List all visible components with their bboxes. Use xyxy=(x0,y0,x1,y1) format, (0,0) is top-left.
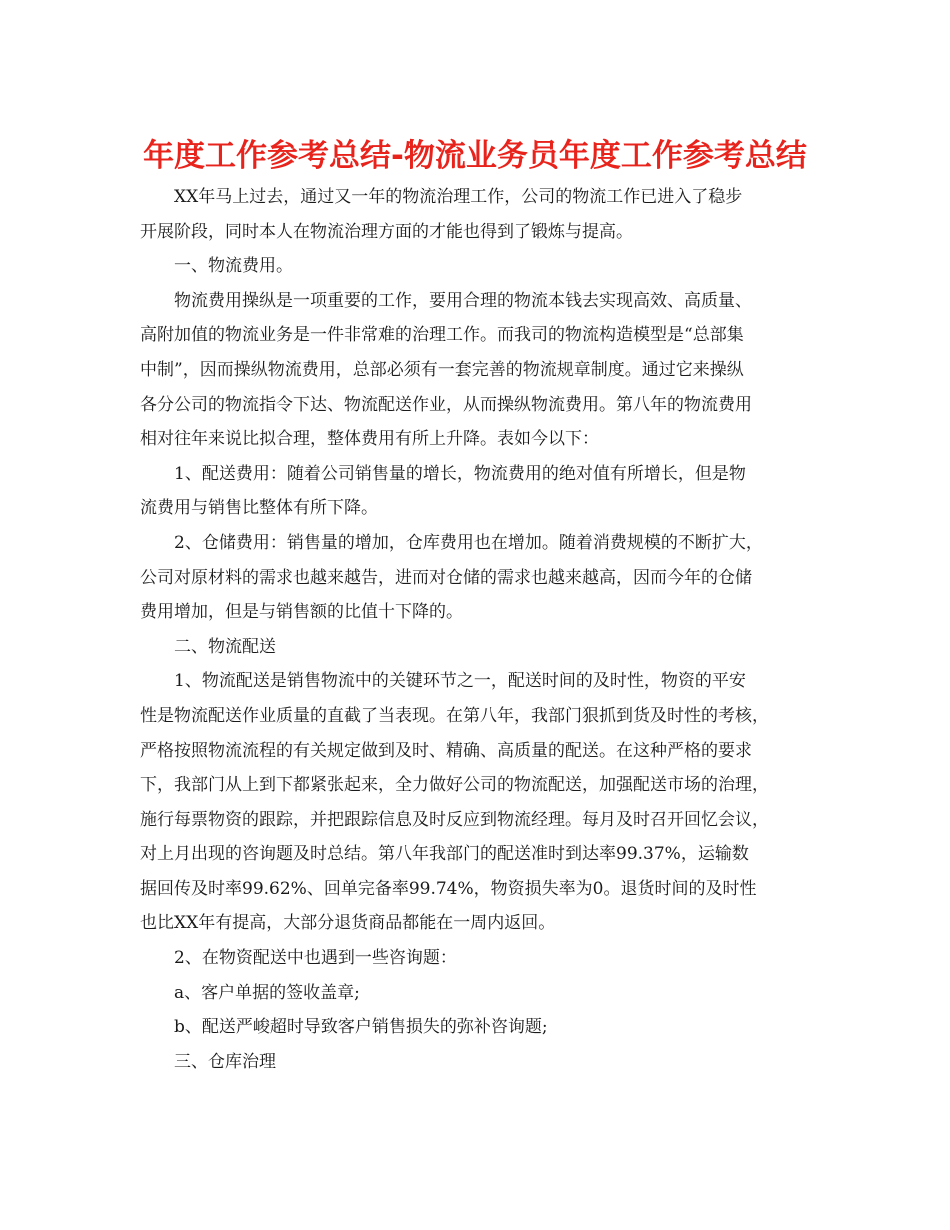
paragraph-line: 2、在物资配送中也遇到一些咨询题： xyxy=(174,948,457,969)
paragraph-line: 流费用与销售比整体有所下降。 xyxy=(140,498,378,519)
paragraph-line: 相对往年来说比拟合理，整体费用有所上升降。表如今以下： xyxy=(140,429,599,450)
list-item: b、配送严峻超时导致客户销售损失的弥补咨询题; xyxy=(174,1017,548,1038)
paragraph-line: 各分公司的物流指令下达、物流配送作业，从而操纵物流费用。第八年的物流费用 xyxy=(140,394,752,415)
paragraph-line: 1、配送费用：随着公司销售量的增长，物流费用的绝对值有所增长，但是物 xyxy=(174,463,746,484)
paragraph-line: 费用增加，但是与销售额的比值十下降的。 xyxy=(140,602,463,623)
paragraph-line: 开展阶段，同时本人在物流治理方面的才能也得到了锻炼与提高。 xyxy=(140,221,633,242)
paragraph-line: 施行每票物资的跟踪，并把跟踪信息及时反应到物流经理。每月及时召开回忆会议， xyxy=(140,809,769,830)
paragraph-line: 1、物流配送是销售物流中的关键环节之一，配送时间的及时性，物资的平安 xyxy=(174,671,746,692)
document-title: 年度工作参考总结-物流业务员年度工作参考总结 xyxy=(143,138,807,174)
paragraph-line: 对上月出现的咨询题及时总结。第八年我部门的配送准时到达率99.37%，运输数 xyxy=(140,844,749,865)
list-item: a、客户单据的签收盖章; xyxy=(174,982,360,1003)
paragraph-line: XX年马上过去，通过又一年的物流治理工作，公司的物流工作已进入了稳步 xyxy=(174,187,743,207)
section-heading: 二、物流配送 xyxy=(174,636,276,657)
paragraph-line: 中制”，因而操纵物流费用，总部必须有一套完善的物流规章制度。通过它来操纵 xyxy=(140,359,744,380)
paragraph-line: 也比XX年有提高，大部分退货商品都能在一周内返回。 xyxy=(140,913,556,934)
section-heading: 一、物流费用。 xyxy=(174,256,293,277)
document-body xyxy=(140,180,820,1079)
paragraph-line: 严格按照物流流程的有关规定做到及时、精确、高质量的配送。在这种严格的要求 xyxy=(140,740,752,761)
paragraph-line: 物流费用操纵是一项重要的工作，要用合理的物流本钱去实现高效、高质量、 xyxy=(174,290,752,311)
paragraph-line: 高附加值的物流业务是一件非常难的治理工作。而我司的物流构造模型是“总部集 xyxy=(140,325,744,346)
paragraph-line: 性是物流配送作业质量的直截了当表现。在第八年，我部门狠抓到货及时性的考核， xyxy=(140,705,769,726)
paragraph-line: 2、仓储费用：销售量的增加，仓库费用也在增加。随着消费规模的不断扩大， xyxy=(174,532,763,553)
section-heading: 三、仓库治理 xyxy=(174,1051,276,1072)
paragraph-line: 公司对原材料的需求也越来越告，进而对仓储的需求也越来越高，因而今年的仓储 xyxy=(140,567,752,588)
paragraph-line: 下，我部门从上到下都紧张起来，全力做好公司的物流配送，加强配送市场的治理， xyxy=(140,775,769,796)
paragraph-line: 据回传及时率99.62%、回单完备率99.74%，物资损失率为0。退货时间的及时性 xyxy=(140,878,757,899)
